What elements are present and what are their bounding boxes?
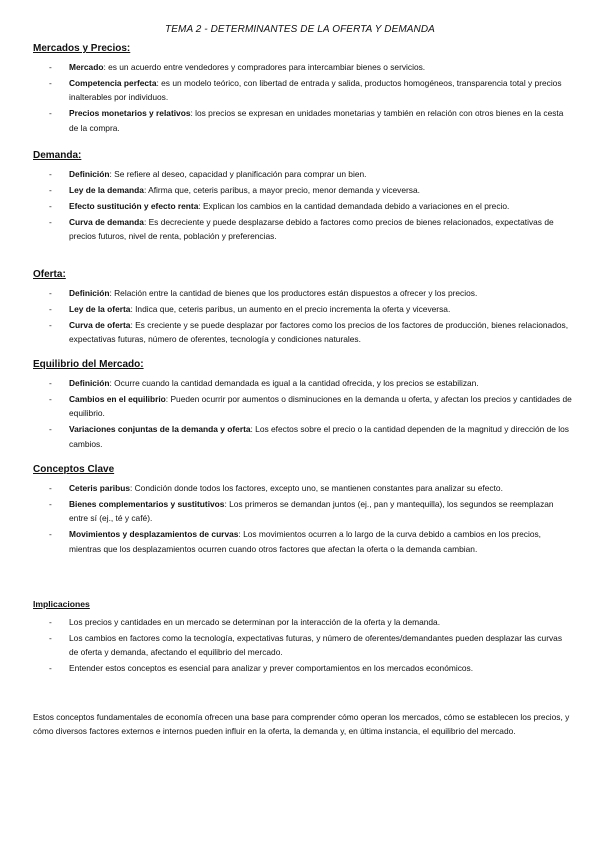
bullet-list [33, 286, 573, 347]
bullet-list [33, 167, 573, 244]
list-item [33, 60, 573, 74]
item-term: Definición [69, 288, 110, 298]
section-heading: Mercados y Precios: [33, 43, 131, 54]
list-item [33, 497, 573, 526]
list-item [33, 615, 573, 629]
item-text: : Indica que, ceteris paribus, un aumento en el precio incrementa la oferta y viceversa. [130, 303, 451, 314]
bullet-dash: - [49, 200, 52, 211]
bullet-dash: - [49, 216, 52, 227]
bullet-dash: - [49, 77, 52, 88]
item-text: : Explican los cambios en la cantidad demandada debido a variaciones en el precio. [198, 200, 510, 211]
item-term: Ceteris paribus [69, 483, 130, 493]
list-item [33, 167, 573, 181]
bullet-dash: - [49, 529, 52, 540]
section-implicaciones [33, 598, 573, 677]
list-item [33, 106, 573, 135]
list-item [33, 302, 573, 316]
item-text: Los cambios en factores como la tecnología, expectativas futuras, y número de oferentes/demandantes pueden desplazar las curvas de oferta y demanda, afectando el equilibrio del mercado. [69, 632, 563, 658]
section-heading: Implicaciones [33, 599, 90, 609]
list-item [33, 286, 573, 300]
bullet-dash: - [49, 663, 52, 674]
item-text: : Relación entre la cantidad de bienes que los productores están dispuestos a ofrecer y los precios. [109, 288, 478, 298]
item-text: : Los primeros se demandan juntos (ej., pan y mantequilla), los segundos se reemplazan entre sí (ej., té y café). [69, 498, 554, 524]
bullet-dash: - [49, 498, 52, 509]
section-equilibrio [33, 358, 573, 453]
bullet-list [33, 60, 573, 135]
section-conceptos-clave [33, 463, 573, 558]
item-term: Bienes complementarios y sustitutivos [69, 498, 225, 509]
list-item [33, 183, 573, 197]
section-demanda [33, 149, 573, 245]
list-item [33, 481, 573, 495]
item-term: Definición [69, 169, 110, 179]
item-text: : Pueden ocurrir por aumentos o disminuciones en la demanda u oferta, y afectan los precios y cantidades de equilibrio. [69, 393, 572, 419]
item-text: Los precios y cantidades en un mercado se determinan por la interacción de la oferta y la demanda. [69, 617, 441, 628]
section-heading: Oferta: [33, 269, 66, 280]
bullet-dash: - [49, 288, 52, 298]
item-text: : Los movimientos ocurren a lo largo de la curva debido a cambios en los precios, mientras que los desplazamientos ocurren cuando otros factores que afectan la oferta o la demanda cambian. [69, 529, 542, 554]
item-text: : Afirma que, ceteris paribus, a mayor precio, menor demanda y viceversa. [143, 184, 420, 195]
bullet-dash: - [49, 319, 52, 330]
section-heading: Conceptos Clave [33, 464, 115, 475]
item-text: Entender estos conceptos es esencial para analizar y prever comportamientos en los mercados económicos. [69, 663, 474, 674]
item-text: : Condición donde todos los factores, excepto uno, se mantienen constantes para analizar su efecto. [129, 483, 503, 493]
bullet-dash: - [49, 184, 52, 195]
item-text: : Es creciente y se puede desplazar por factores como los precios de los factores de producción, bienes relacionados, expectativas futuras, número de oferentes, tecnología y condiciones naturales. [69, 319, 569, 345]
list-item [33, 631, 573, 660]
bullet-dash: - [49, 108, 52, 119]
bullet-dash: - [49, 303, 52, 314]
list-item [33, 76, 573, 105]
list-item [33, 199, 573, 213]
closing-paragraph: Estos conceptos fundamentales de economía ofrecen una base para comprender cómo operan los mercados, cómo se establecen los precios, y cómo diversos factores externos e internos pueden influir en la oferta, la demanda y, en última instancia, el equilibrio del mercado. [33, 712, 570, 737]
bullet-dash: - [49, 483, 52, 493]
list-item [33, 318, 573, 347]
item-term: Efecto sustitución y efecto renta [69, 200, 199, 211]
bullet-list [33, 376, 573, 451]
item-term: Competencia perfecta [69, 77, 157, 88]
item-term: Definición [69, 378, 110, 388]
item-text: : Los efectos sobre el precio o la cantidad dependen de la magnitud y dirección de los cambios. [69, 424, 569, 449]
item-text: : Es decreciente y puede desplazarse debido a factores como precios de bienes relacionados, expectativas de precios futuros, nivel de renta, población y preferencias. [69, 216, 554, 242]
item-term: Mercado [69, 62, 104, 72]
bullet-dash: - [49, 378, 52, 388]
bullet-dash: - [49, 169, 52, 179]
item-term: Curva de demanda [69, 216, 144, 227]
item-text: : es un modelo teórico, con libertad de entrada y salida, productos homogéneos, transparencia total y precios inalterables por individuos. [69, 77, 562, 103]
section-heading: Equilibrio del Mercado: [33, 359, 144, 370]
list-item [33, 422, 573, 451]
bullet-dash: - [49, 62, 52, 72]
section-mercados-precios [33, 42, 573, 137]
list-item [33, 527, 573, 556]
section-oferta [33, 268, 573, 348]
item-term: Ley de la oferta [69, 303, 131, 314]
list-item [33, 215, 573, 244]
bullet-dash: - [49, 617, 52, 628]
item-term: Variaciones conjuntas de la demanda y oferta [69, 424, 251, 435]
item-term: Cambios en el equilibrio [69, 393, 166, 404]
bullet-list [33, 481, 573, 556]
item-term: Precios monetarios y relativos [69, 108, 191, 119]
list-item [33, 376, 573, 390]
item-text: : los precios se expresan en unidades monetarias y también en relación con otros bienes en la cesta de la compra. [69, 108, 564, 133]
item-text: : Se refiere al deseo, capacidad y planificación para comprar un bien. [109, 169, 367, 179]
item-text: : es un acuerdo entre vendedores y compradores para intercambiar bienes o servicios. [103, 62, 426, 72]
list-item [33, 392, 573, 421]
item-term: Movimientos y desplazamientos de curvas [69, 529, 239, 540]
bullet-list [33, 615, 573, 676]
list-item [33, 661, 573, 675]
bullet-dash: - [49, 424, 52, 435]
bullet-dash: - [49, 393, 52, 404]
document-title: TEMA 2 - DETERMINANTES DE LA OFERTA Y DEMANDA [165, 24, 435, 35]
item-term: Curva de oferta [69, 319, 131, 330]
item-text: : Ocurre cuando la cantidad demandada es igual a la cantidad ofrecida, y los precios se estabilizan. [109, 378, 479, 388]
section-heading: Demanda: [33, 150, 82, 161]
item-term: Ley de la demanda [69, 184, 144, 195]
bullet-dash: - [49, 632, 52, 643]
